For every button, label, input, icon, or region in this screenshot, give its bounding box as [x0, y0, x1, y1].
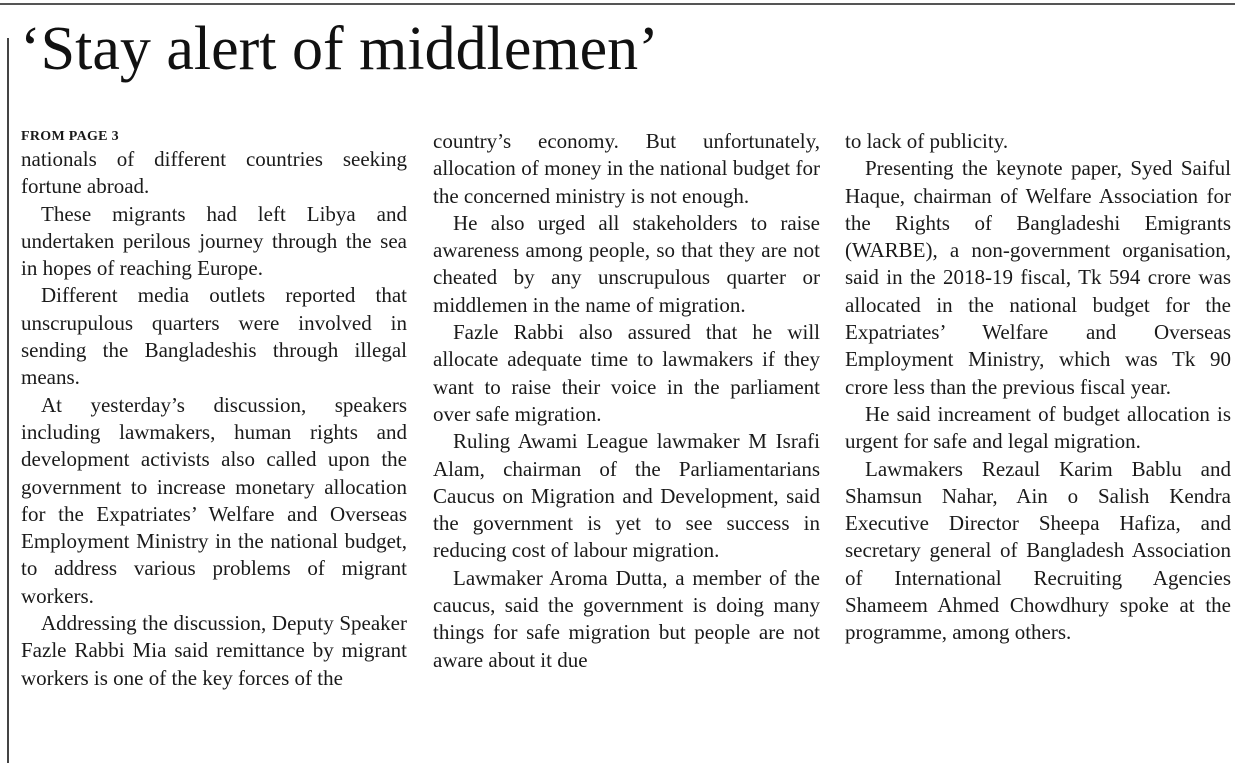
paragraph: country’s economy. But unfortunately, allocation of money in the national budget for the concerned ministry is not enough.: [433, 129, 820, 208]
paragraph: Different media outlets reported that unscrupulous quarters were involved in sending the Bangladeshis through illegal means.: [21, 283, 407, 390]
top-rule: [0, 3, 1235, 5]
paragraph: These migrants had left Libya and undertaken perilous journey through the sea in hopes of reaching Europe.: [21, 201, 407, 281]
article-column-3: [845, 128, 1231, 647]
paragraph: nationals of different countries seeking fortune abroad.: [21, 147, 407, 199]
headline: ‘Stay alert of middlemen’: [20, 15, 659, 83]
paragraph: He said increament of budget allocation is urgent for safe and legal migration.: [845, 401, 1231, 454]
paragraph: Fazle Rabbi also assured that he will allocate adequate time to lawmakers if they want to raise their voice in the parliament over safe migration.: [433, 320, 820, 426]
left-column-rule: [7, 38, 9, 763]
paragraph: to lack of publicity.: [845, 129, 1009, 153]
paragraph: Addressing the discussion, Deputy Speaker Fazle Rabbi Mia said remittance by migrant workers is one of the key forces of the: [21, 611, 407, 690]
paragraph: At yesterday’s discussion, speakers including lawmakers, human rights and development activists also called upon the government to increase monetary allocation for the Expatriates’ Welfare and Overseas Employment Ministry in the national budget, to address various problems of migrant workers.: [21, 392, 407, 608]
paragraph: He also urged all stakeholders to raise awareness among people, so that they are not cheated by any unscrupulous quarter or middlemen in the name of migration.: [433, 210, 820, 317]
paragraph: Lawmakers Rezaul Karim Bablu and Shamsun Nahar, Ain o Salish Kendra Executive Director Sheepa Hafiza, and secretary general of Bangladesh Association of International Recruiting Agencies Shameem Ahmed Chowdhury spoke at the programme, among others.: [845, 456, 1231, 645]
article-column-1: [21, 128, 407, 692]
paragraph: Ruling Awami League lawmaker M Israfi Alam, chairman of the Parliamentarians Caucus on Migration and Development, said the government is yet to see success in reducing cost of labour migration.: [433, 429, 820, 563]
article-column-2: [433, 128, 820, 674]
paragraph: Lawmaker Aroma Dutta, a member of the caucus, said the government is doing many things for safe migration but people are not aware about it due: [433, 565, 820, 672]
paragraph: Presenting the keynote paper, Syed Saiful Haque, chairman of Welfare Association for the Rights of Bangladeshi Emigrants (WARBE), a non-government organisation, said in the 2018-19 fiscal, Tk 594 crore was allocated in the national budget for the Expatriates’ Welfare and Overseas Employment Ministry, which was Tk 90 crore less than the previous fiscal year.: [845, 156, 1231, 399]
continuation-kicker: FROM PAGE 3: [21, 129, 119, 144]
